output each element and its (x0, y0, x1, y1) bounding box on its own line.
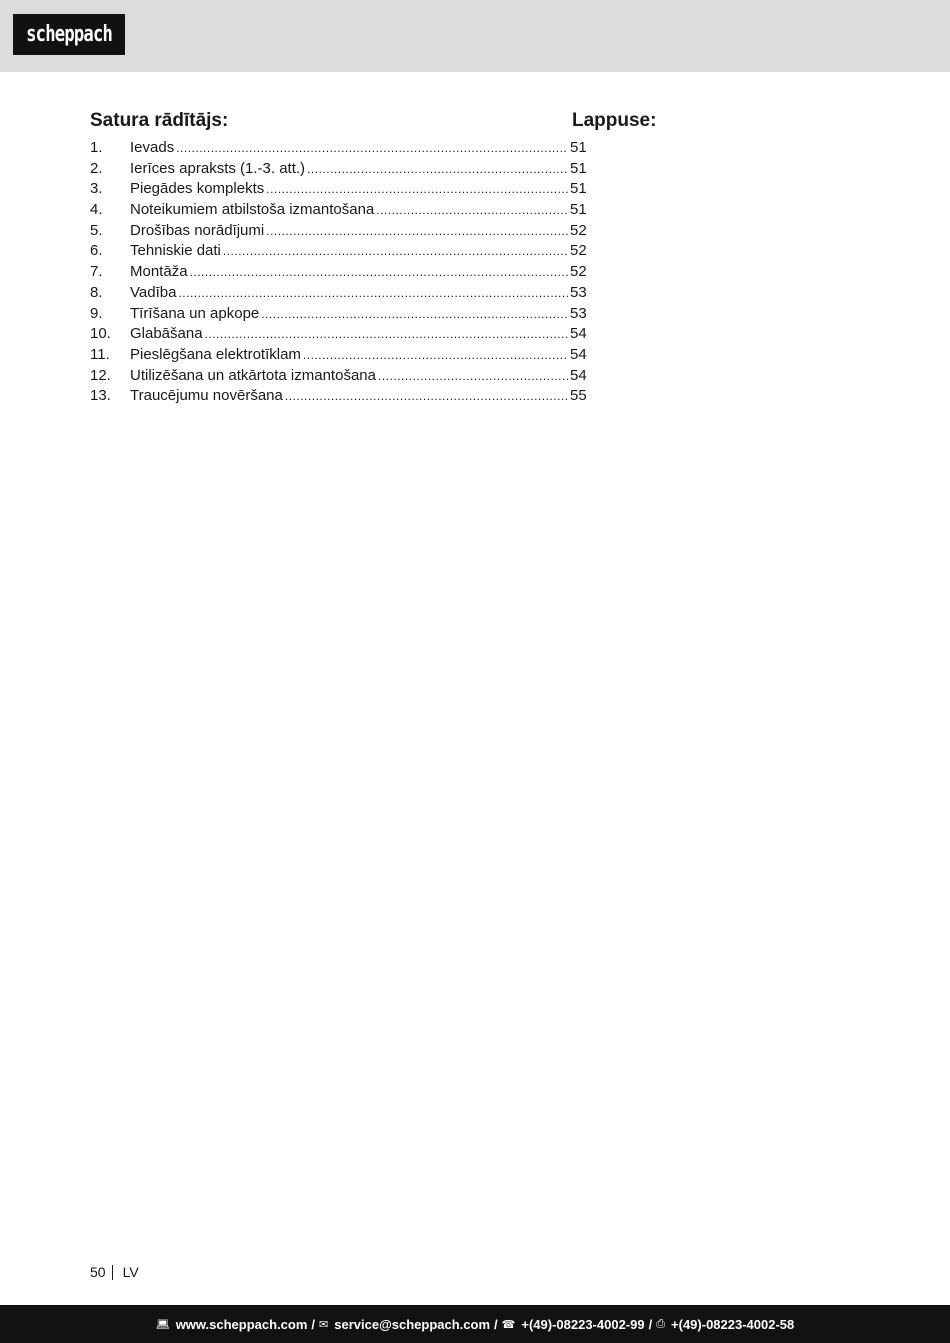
toc-leader-dots (307, 159, 568, 180)
toc-entry (90, 241, 590, 262)
toc-entry (90, 304, 590, 325)
toc-page-heading: Lappuse: (572, 110, 657, 131)
toc-entry (90, 221, 590, 242)
toc-entry (90, 366, 590, 387)
toc-entry-title: Ievads (130, 139, 175, 156)
toc-entry-number: 6. (90, 242, 103, 260)
toc-leader-dots (285, 386, 568, 407)
toc-entry (90, 159, 590, 180)
email-link[interactable]: service@scheppach.com (334, 1316, 491, 1332)
header-band (0, 0, 950, 72)
phone-number: +(49)-08223-4002-99 (521, 1316, 645, 1332)
toc-leader-dots (178, 283, 568, 304)
toc-entry-title: Noteikumiem atbilstoša izmantošana (130, 201, 375, 219)
footer-separator: / (648, 1316, 653, 1332)
toc-entry-number: 13. (90, 387, 111, 405)
fax-icon: ⎙ (656, 1317, 666, 1330)
toc-leader-dots (376, 200, 568, 221)
toc-entry-page: 53 (570, 283, 587, 301)
toc-entry-number: 3. (90, 180, 103, 198)
toc-leader-dots (223, 241, 568, 262)
toc-heading: Satura rādītājs: (90, 110, 229, 131)
page-marker (90, 1264, 139, 1280)
toc-leader-dots (205, 324, 568, 345)
toc-entry-page: 51 (570, 159, 587, 177)
toc-entry-page: 54 (570, 366, 587, 384)
toc-entry-title: Tīrīšana un apkope (130, 304, 260, 322)
toc-entry-title: Montāža (130, 263, 188, 281)
table-of-contents (90, 110, 660, 407)
toc-entry-page: 51 (570, 201, 587, 219)
computer-icon: 💻︎ (155, 1318, 170, 1331)
language-code: LV (122, 1264, 139, 1280)
toc-leader-dots (190, 262, 568, 283)
toc-entry-title: Vadība (130, 283, 177, 301)
toc-entry-page: 51 (570, 180, 587, 198)
fax-number: +(49)-08223-4002-58 (671, 1316, 795, 1332)
toc-entry-page: 52 (570, 242, 587, 260)
toc-leader-dots (176, 138, 568, 159)
toc-header (90, 110, 660, 136)
toc-entry-title: Drošības norādījumi (130, 221, 265, 239)
toc-entry-title: Traucējumu novēršana (130, 387, 283, 405)
toc-entry-number: 2. (90, 159, 103, 177)
toc-entry-page: 54 (570, 345, 587, 363)
toc-leader-dots (378, 366, 568, 387)
toc-entry (90, 138, 590, 159)
toc-entry-page: 55 (570, 387, 587, 405)
toc-entry-title: Ierīces apraksts (1.-3. att.) (130, 159, 306, 177)
toc-entry (90, 386, 590, 407)
website-link[interactable]: www.scheppach.com (175, 1316, 308, 1332)
toc-entry-title: Tehniskie dati (130, 242, 221, 260)
toc-entry (90, 179, 590, 200)
toc-entry-page: 52 (570, 221, 587, 239)
toc-entry-page: 51 (570, 139, 587, 156)
logo-text: scheppach (26, 22, 112, 47)
footer-contact-bar (0, 1305, 950, 1343)
toc-entry-title: Piegādes komplekts (130, 180, 265, 198)
toc-entry-number: 5. (90, 221, 103, 239)
toc-entry-number: 10. (90, 325, 111, 343)
toc-entry-number: 4. (90, 201, 103, 219)
footer-separator: / (494, 1316, 498, 1332)
toc-leader-dots (266, 179, 568, 200)
toc-entry (90, 345, 590, 366)
toc-entry-number: 7. (90, 263, 103, 281)
page-number: 50 (90, 1264, 106, 1280)
toc-entry-number: 9. (90, 304, 103, 322)
toc-leader-dots (303, 345, 568, 366)
phone-icon: ☎︎ (501, 1318, 516, 1331)
toc-entry (90, 283, 590, 304)
toc-leader-dots (261, 304, 568, 325)
toc-entry-number: 11. (90, 345, 110, 363)
toc-entry-number: 1. (90, 139, 103, 156)
toc-list (90, 138, 660, 407)
toc-entry-title: Glabāšana (130, 325, 203, 343)
toc-entry-number: 12. (90, 366, 111, 384)
toc-entry-page: 54 (570, 325, 587, 343)
toc-entry-title: Utilizēšana un atkārtota izmantošana (130, 366, 376, 384)
toc-entry-page: 52 (570, 263, 587, 281)
footer-separator: / (311, 1316, 316, 1332)
scheppach-logo (13, 14, 125, 55)
toc-leader-dots (266, 221, 568, 242)
mail-icon: ✉︎ (319, 1318, 329, 1331)
toc-entry (90, 262, 590, 283)
toc-entry-title: Pieslēgšana elektrotīklam (130, 345, 301, 363)
toc-entry (90, 200, 590, 221)
toc-entry (90, 324, 590, 345)
page-marker-divider (112, 1265, 113, 1280)
toc-entry-number: 8. (90, 283, 103, 301)
toc-entry-page: 53 (570, 304, 587, 322)
